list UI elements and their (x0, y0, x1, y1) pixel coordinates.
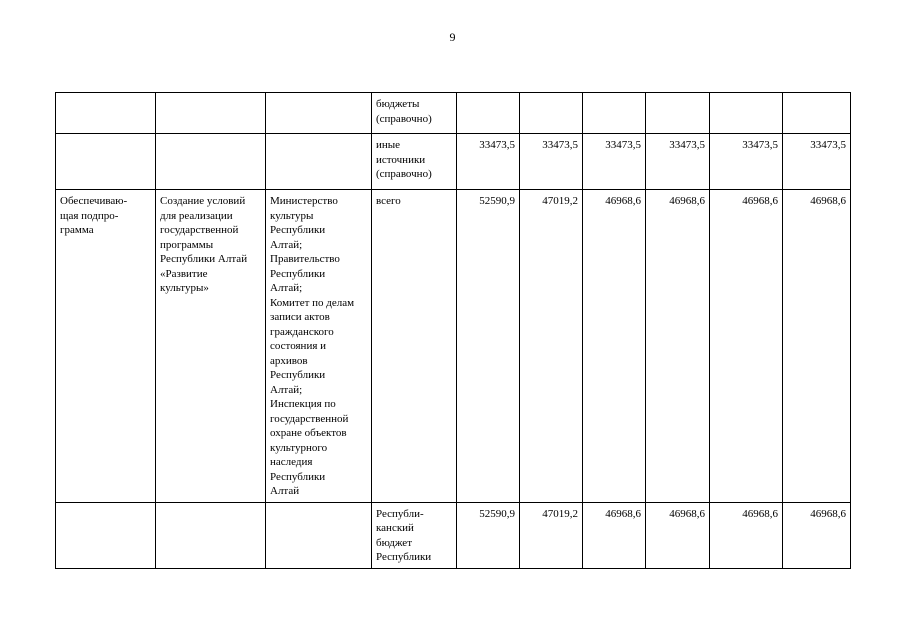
value-cell: 46968,6 (783, 502, 851, 568)
value-cell: 46968,6 (646, 502, 710, 568)
table-row (56, 502, 851, 568)
value-cell: 47019,2 (520, 502, 583, 568)
subprogram-cell: Обеспечиваю- щая подпро- грамма (56, 190, 156, 503)
value-cell: 46968,6 (583, 190, 646, 503)
value-cell: 33473,5 (520, 134, 583, 190)
value-cell: 46968,6 (710, 190, 783, 503)
funding-source-cell: иные источники (справочно) (372, 134, 457, 190)
value-cell: 46968,6 (583, 502, 646, 568)
value-cell (783, 93, 851, 134)
objective-cell (156, 502, 266, 568)
funding-source-cell: всего (372, 190, 457, 503)
subprogram-cell (56, 502, 156, 568)
value-cell: 33473,5 (646, 134, 710, 190)
value-cell (583, 93, 646, 134)
executor-cell: Министерство культуры Республики Алтай; Правительство Республики Алтай; Комитет по делам записи актов гражданского состояния и архивов Республики Алтай; Инспекция по государственной охране объектов культурного наследия Республики Алтай (266, 190, 372, 503)
table-row (56, 190, 851, 503)
objective-cell: Создание условий для реализации государственной программы Республики Алтай «Развитие культуры» (156, 190, 266, 503)
value-cell: 33473,5 (457, 134, 520, 190)
objective-cell (156, 93, 266, 134)
value-cell: 33473,5 (710, 134, 783, 190)
value-cell: 47019,2 (520, 190, 583, 503)
funding-source-cell: Республи- канский бюджет Республики (372, 502, 457, 568)
value-cell: 46968,6 (710, 502, 783, 568)
table-row (56, 93, 851, 134)
value-cell (520, 93, 583, 134)
budget-table (55, 92, 851, 569)
table-row (56, 134, 851, 190)
value-cell (457, 93, 520, 134)
executor-cell (266, 134, 372, 190)
subprogram-cell (56, 93, 156, 134)
value-cell: 33473,5 (583, 134, 646, 190)
value-cell: 46968,6 (783, 190, 851, 503)
page-number: 9 (449, 30, 456, 44)
value-cell: 52590,9 (457, 190, 520, 503)
value-cell (710, 93, 783, 134)
value-cell (646, 93, 710, 134)
subprogram-cell (56, 134, 156, 190)
executor-cell (266, 93, 372, 134)
value-cell: 33473,5 (783, 134, 851, 190)
funding-source-cell: бюджеты (справочно) (372, 93, 457, 134)
value-cell: 46968,6 (646, 190, 710, 503)
objective-cell (156, 134, 266, 190)
executor-cell (266, 502, 372, 568)
value-cell: 52590,9 (457, 502, 520, 568)
